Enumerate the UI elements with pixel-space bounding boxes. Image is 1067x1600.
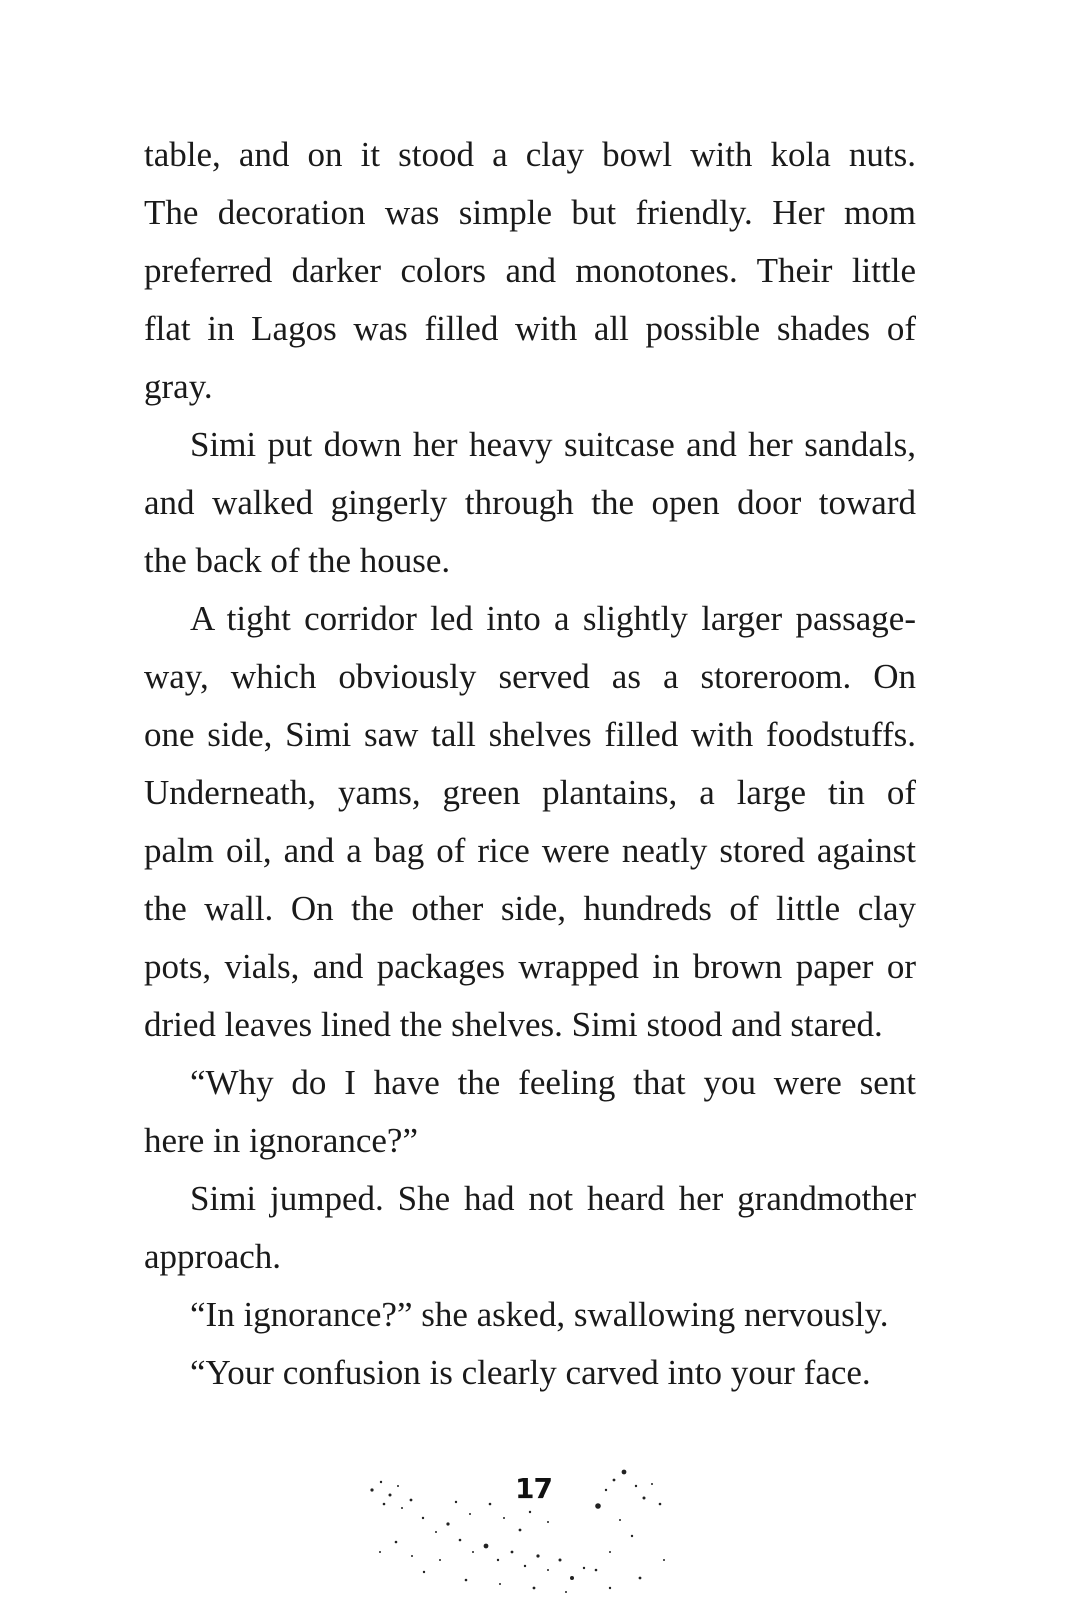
text-line: palm oil, and a bag of rice were neatly stored against [144,831,916,870]
text-line: way, which obviously served as a storeroom. On [144,657,916,696]
text-line: and walked gingerly through the open door toward [144,483,916,522]
text-line: “In ignorance?” she asked, swallowing nervously. [190,1295,889,1334]
text-line: gray. [144,367,213,406]
page-number: 17 [515,1472,552,1505]
text-line: “Your confusion is clearly carved into your face. [190,1353,871,1392]
text-line: the wall. On the other side, hundreds of little clay [144,889,916,928]
text-line: table, and on it stood a clay bowl with kola nuts. [144,135,916,174]
body-text [144,126,916,1402]
text-line: “Why do I have the feeling that you were sent [190,1063,916,1102]
text-line: here in ignorance?” [144,1121,419,1160]
text-line: dried leaves lined the shelves. Simi stood and stared. [144,1005,883,1044]
text-line: the back of the house. [144,541,451,580]
text-line: Simi jumped. She had not heard her grandmother [190,1179,916,1218]
text-line: pots, vials, and packages wrapped in brown paper or [144,947,916,986]
text-line: preferred darker colors and monotones. Their little [144,251,916,290]
text-line: The decoration was simple but friendly. Her mom [144,193,916,232]
text-line: A tight corridor led into a slightly larger passage- [190,599,916,638]
text-line: one side, Simi saw tall shelves filled with foodstuffs. [144,715,916,754]
text-line: approach. [144,1237,282,1276]
text-line: flat in Lagos was filled with all possible shades of [144,309,916,348]
text-line: Underneath, yams, green plantains, a large tin of [144,773,916,812]
page-footer [0,1460,1067,1600]
text-line: Simi put down her heavy suitcase and her sandals, [190,425,916,464]
